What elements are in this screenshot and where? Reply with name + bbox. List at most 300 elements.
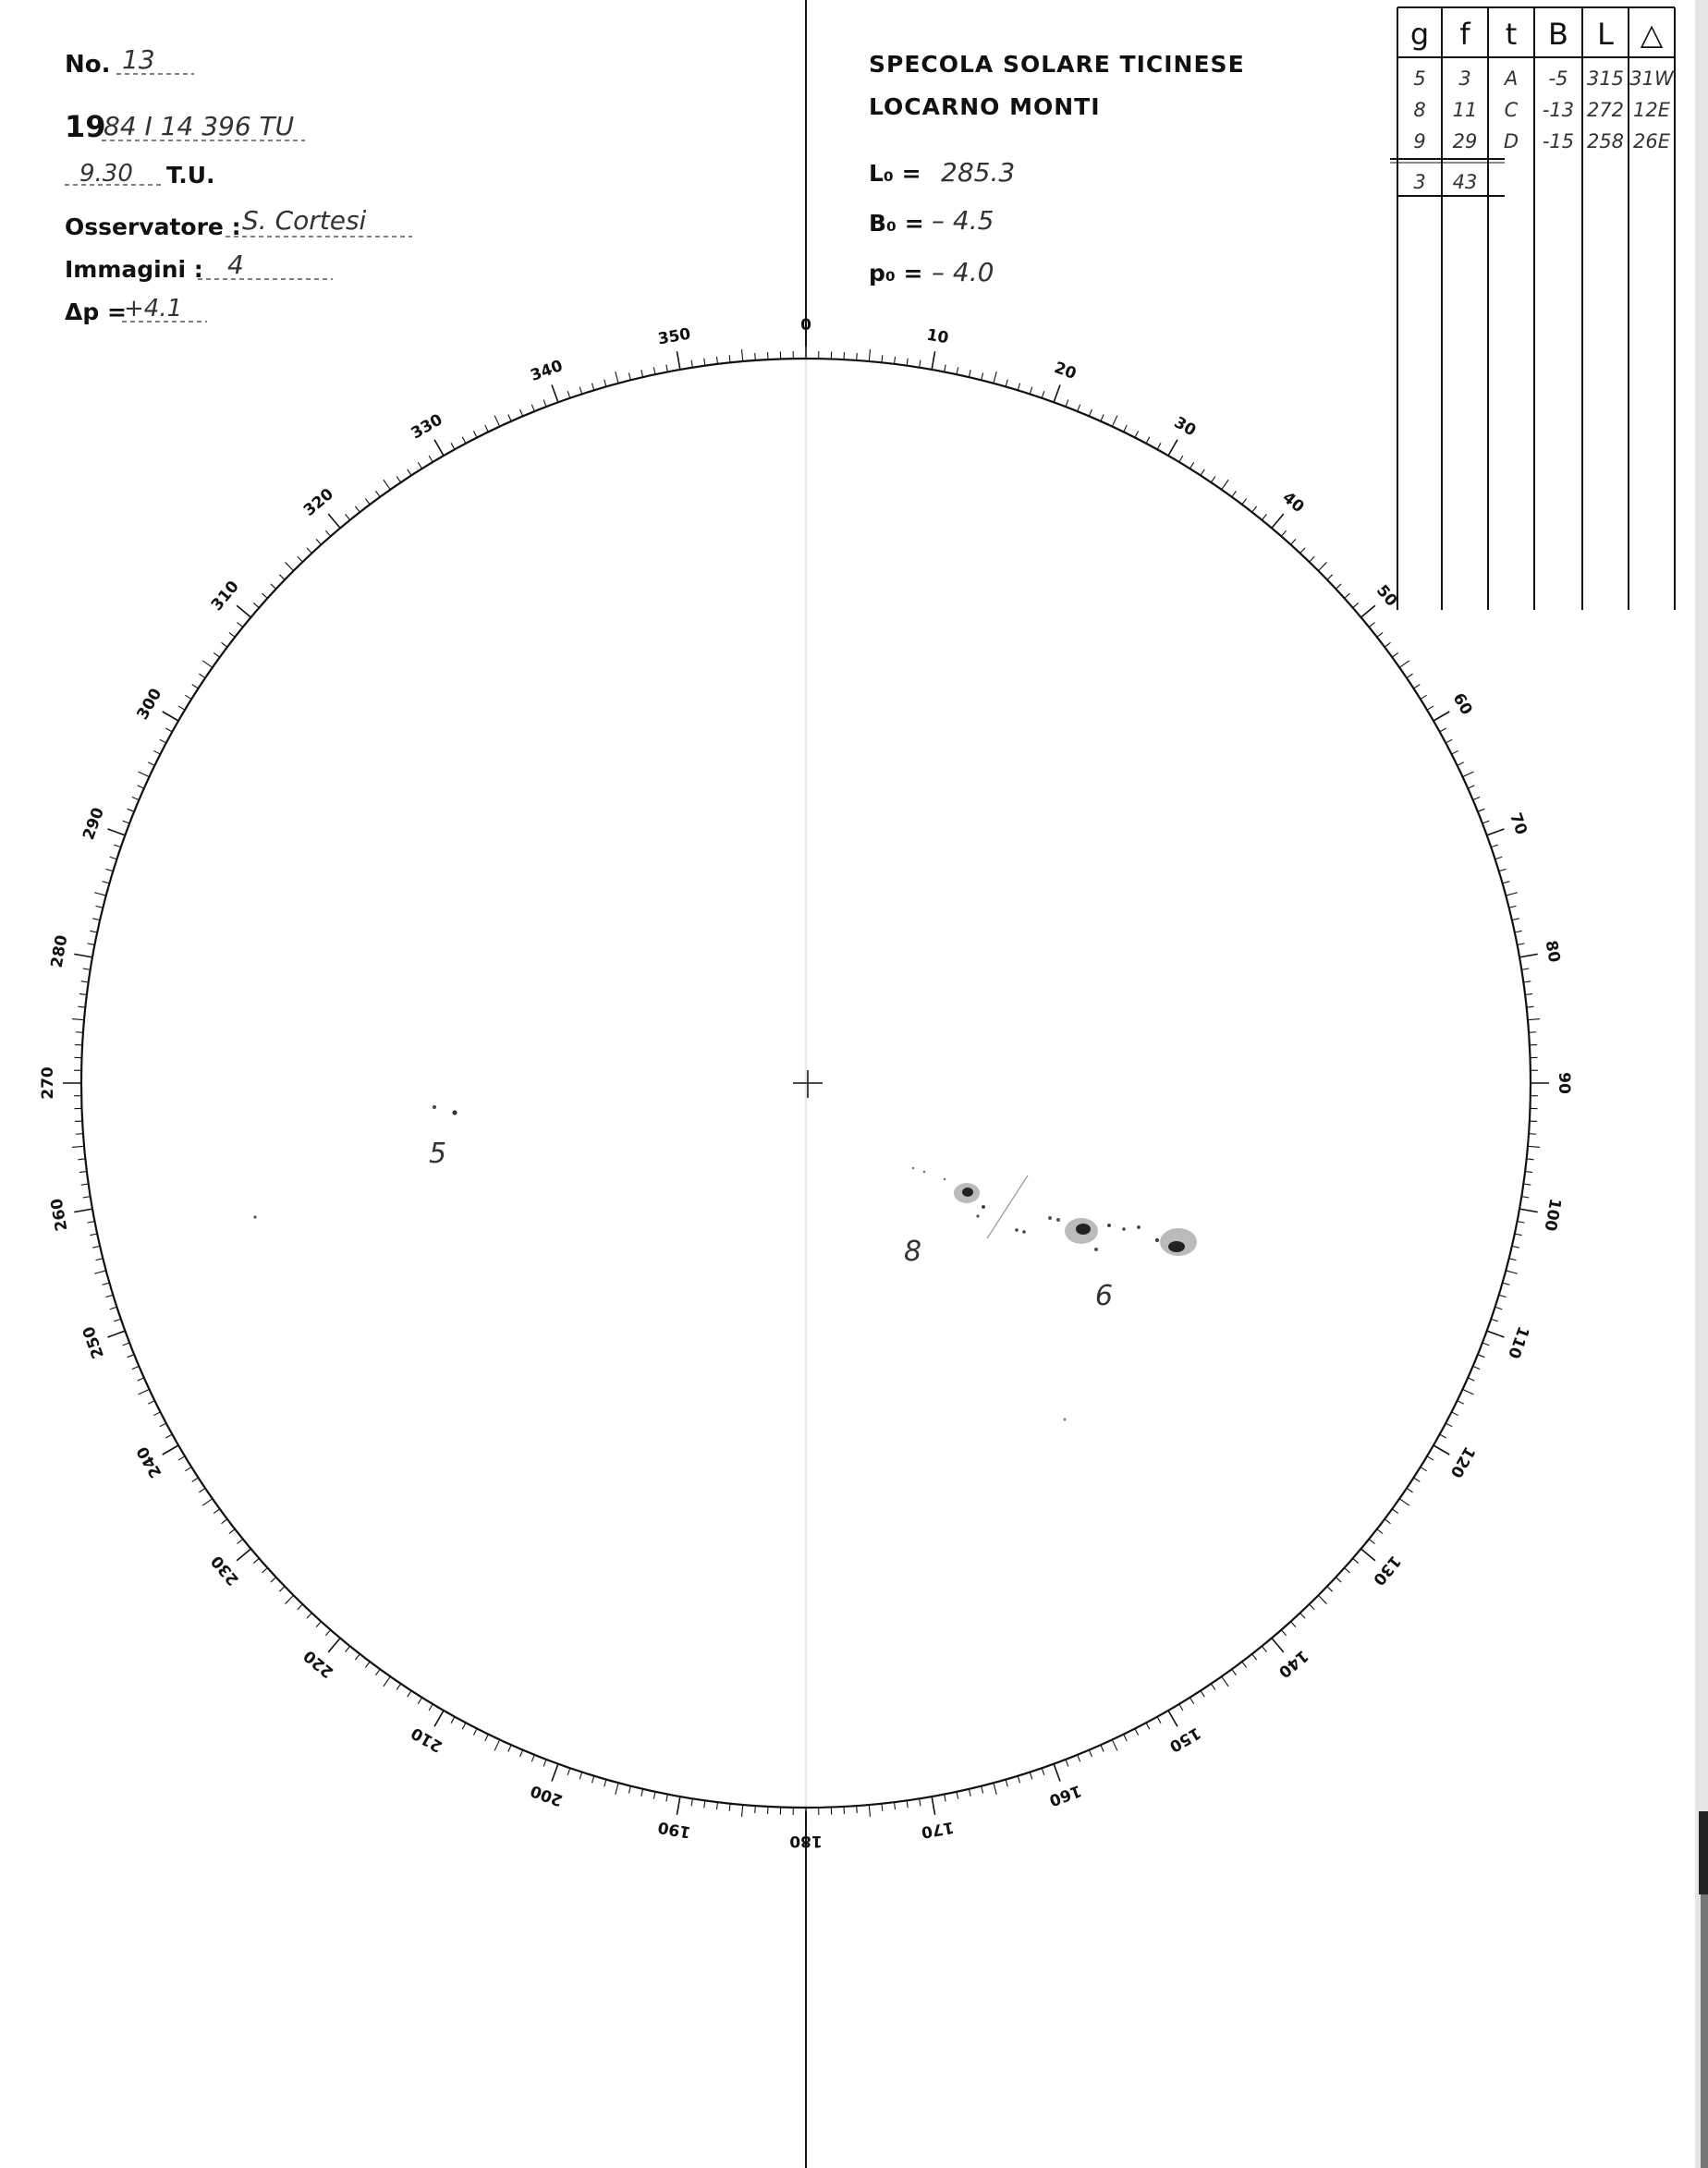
scale-tick — [653, 367, 655, 374]
scale-label-200: 200 — [528, 1781, 566, 1809]
scale-tick — [1157, 443, 1161, 449]
scale-label-0: 0 — [800, 316, 811, 335]
scale-tick — [882, 1804, 883, 1811]
scale-tick — [691, 360, 692, 368]
scale-tick — [128, 1355, 134, 1358]
scale-tick — [1124, 1735, 1128, 1741]
scale-tick — [543, 400, 546, 407]
scale-label-160: 160 — [1046, 1781, 1084, 1809]
scale-tick — [1112, 1740, 1117, 1751]
time-unit: T.U. — [166, 162, 215, 189]
scale-tick — [982, 373, 983, 381]
scale-tick — [1168, 440, 1177, 456]
table-header-2: t — [1505, 17, 1518, 52]
spot-group-9-umbra-a — [1076, 1224, 1091, 1235]
scale-tick — [716, 1802, 717, 1809]
scale-tick — [543, 1760, 546, 1766]
scale-tick — [328, 1638, 340, 1652]
scale-label-230: 230 — [207, 1552, 243, 1589]
scale-tick — [214, 1509, 219, 1514]
images-value: 4 — [227, 250, 244, 280]
scale-tick — [1089, 1750, 1092, 1757]
scale-tick — [94, 1271, 106, 1273]
scale-tick — [552, 384, 558, 402]
scale-tick — [1327, 1587, 1333, 1592]
scale-tick — [103, 1283, 110, 1285]
scale-tick — [552, 1764, 558, 1782]
table-cell: 11 — [1452, 99, 1478, 121]
scale-label-280: 280 — [47, 933, 72, 969]
scale-tick — [229, 1529, 235, 1534]
scale-tick — [1369, 623, 1374, 627]
table-cell: D — [1503, 130, 1519, 152]
scale-tick — [165, 1434, 172, 1438]
spot-group-5-a — [433, 1105, 436, 1109]
scale-tick — [185, 695, 191, 699]
scale-tick — [531, 405, 534, 411]
scale-tick — [279, 575, 285, 580]
scale-tick — [1112, 416, 1117, 427]
group-label-8: 8 — [904, 1236, 922, 1268]
scale-tick — [262, 593, 267, 598]
scale-tick — [72, 1019, 84, 1020]
scale-tick — [79, 1172, 87, 1173]
scale-tick — [103, 882, 110, 883]
spot-group-5-b — [452, 1110, 457, 1114]
table-cell: 12E — [1633, 99, 1670, 121]
scale-tick — [1318, 562, 1326, 570]
scale-tick — [1262, 515, 1266, 520]
scale-tick — [945, 1795, 946, 1802]
table-cell: A — [1504, 67, 1519, 90]
scale-tick — [1232, 1669, 1237, 1675]
scale-label-310: 310 — [207, 577, 243, 615]
scale-tick — [716, 357, 717, 364]
scale-tick — [1414, 685, 1421, 688]
scale-tick — [1515, 1234, 1522, 1236]
scale-tick — [81, 1184, 89, 1185]
scale-tick — [418, 1698, 421, 1704]
table-cell: 315 — [1586, 67, 1625, 90]
scale-tick — [160, 739, 166, 743]
table-cell: 8 — [1413, 99, 1426, 121]
scale-tick — [982, 1786, 983, 1794]
table-header-0: g — [1409, 17, 1430, 52]
scale-label-50: 50 — [1372, 581, 1401, 611]
scale-tick — [1353, 603, 1359, 607]
table-cell: -13 — [1542, 99, 1575, 121]
scale-tick — [123, 821, 129, 823]
scale-tick — [592, 1776, 593, 1784]
scale-tick — [384, 480, 390, 490]
scale-tick — [214, 652, 219, 657]
scale-tick — [307, 1613, 311, 1618]
scale-tick — [110, 857, 117, 859]
scale-tick — [160, 1423, 166, 1427]
scale-label-130: 130 — [1369, 1552, 1405, 1589]
scale-tick — [1135, 1729, 1139, 1736]
scale-tick — [1272, 1638, 1284, 1652]
scale-label-210: 210 — [408, 1723, 446, 1756]
scale-label-170: 170 — [920, 1817, 956, 1842]
table-header-4: L — [1597, 17, 1614, 52]
scale-tick — [945, 365, 946, 372]
scale-tick — [1190, 1698, 1193, 1704]
scale-tick — [907, 359, 908, 366]
scale-tick — [1336, 1577, 1341, 1582]
table-header-5: △ — [1640, 17, 1664, 52]
scale-tick — [132, 798, 139, 800]
scale-tick — [1179, 456, 1183, 462]
scale-tick — [221, 642, 226, 647]
scale-tick — [957, 367, 958, 374]
scale-tick — [375, 491, 380, 496]
scale-tick — [1491, 845, 1498, 847]
scale-tick — [418, 462, 421, 469]
spot-group-9-small-4 — [1056, 1218, 1060, 1222]
scale-tick — [328, 514, 340, 528]
scale-tick — [78, 1006, 85, 1007]
scale-tick — [1529, 1032, 1536, 1033]
spot-stray-2 — [1064, 1419, 1067, 1421]
scale-label-220: 220 — [299, 1646, 337, 1682]
scale-tick — [1518, 1222, 1525, 1224]
scale-tick — [1491, 1319, 1498, 1322]
scale-tick — [325, 1630, 330, 1636]
scale-tick — [74, 954, 92, 956]
scale-tick — [1300, 1613, 1305, 1618]
scale-tick — [92, 919, 100, 920]
scale-label-350: 350 — [656, 324, 692, 349]
scale-tick — [271, 1577, 276, 1582]
scale-tick — [1242, 1662, 1247, 1667]
dp-value: +4.1 — [124, 295, 183, 323]
scale-tick — [1503, 882, 1510, 883]
scale-tick — [592, 384, 593, 391]
scale-tick — [969, 1789, 970, 1797]
scale-tick — [1327, 575, 1333, 580]
scale-tick — [365, 1662, 370, 1667]
scale-tick — [1030, 387, 1031, 395]
scale-tick — [74, 1209, 92, 1212]
scale-tick — [396, 1684, 400, 1690]
scale-tick — [1272, 514, 1284, 528]
scale-tick — [473, 1729, 477, 1736]
scale-tick — [1427, 1456, 1434, 1460]
scale-tick — [1377, 632, 1383, 637]
images-label: Immagini : — [65, 256, 203, 283]
scale-tick — [473, 431, 477, 437]
table-header-1: f — [1459, 17, 1470, 52]
scale-tick — [1336, 584, 1341, 589]
scale-tick — [857, 353, 858, 360]
no-label: No. — [65, 51, 111, 79]
scale-tick — [1222, 1676, 1228, 1687]
scale-tick — [1414, 1478, 1421, 1481]
p0-label: p₀ = — [869, 260, 923, 286]
scale-tick — [96, 906, 104, 907]
scale-tick — [1527, 1159, 1534, 1160]
scale-tick — [1211, 1684, 1214, 1690]
scale-tick — [895, 357, 896, 364]
scale-tick — [1054, 384, 1060, 402]
scale-label-110: 110 — [1504, 1323, 1532, 1361]
scale-tick — [1242, 498, 1247, 504]
scale-tick — [1440, 1434, 1446, 1438]
scale-tick — [96, 1259, 104, 1261]
scale-tick — [434, 440, 444, 456]
scale-tick — [88, 1222, 95, 1224]
date-handwritten: 84 I 14 396 TU — [104, 111, 295, 141]
spot-group-9-umbra-b — [1168, 1241, 1185, 1252]
scale-tick — [237, 1549, 250, 1561]
scale-tick — [920, 1798, 921, 1806]
scale-tick — [567, 1768, 570, 1775]
scale-tick — [1018, 1776, 1019, 1784]
scan-edge-dark — [1699, 1811, 1708, 1894]
scale-tick — [76, 1032, 83, 1033]
scale-tick — [451, 443, 455, 449]
scale-tick — [365, 498, 370, 504]
scale-tick — [434, 1711, 444, 1726]
spot-group-9-small-6 — [1122, 1227, 1126, 1231]
spot-group-9-small-7 — [1137, 1225, 1141, 1229]
scale-tick — [1495, 857, 1503, 859]
scale-tick — [1515, 931, 1522, 932]
scale-tick — [969, 370, 970, 377]
scale-tick — [1310, 1604, 1315, 1610]
scale-tick — [94, 893, 106, 895]
scale-tick — [106, 869, 114, 871]
scale-tick — [92, 1246, 100, 1248]
scale-tick — [148, 762, 154, 766]
scale-tick — [1146, 1723, 1150, 1729]
scale-tick — [1509, 906, 1517, 907]
scale-tick — [279, 1587, 285, 1592]
scale-tick — [1190, 462, 1193, 469]
observatory-location: LOCARNO MONTI — [869, 93, 1101, 120]
scale-tick — [666, 365, 668, 372]
scale-tick — [1392, 1509, 1397, 1514]
scale-tick — [1201, 469, 1204, 476]
scale-tick — [1463, 772, 1474, 777]
scale-tick — [1523, 981, 1531, 982]
scale-tick — [298, 1604, 303, 1610]
table-cell: 3 — [1458, 67, 1471, 90]
scale-tick — [1446, 1423, 1452, 1427]
scale-tick — [355, 506, 360, 512]
scale-tick — [107, 829, 125, 835]
scale-tick — [285, 1595, 293, 1603]
scale-tick — [1361, 1549, 1375, 1561]
scale-tick — [628, 373, 630, 381]
scale-tick — [429, 1704, 433, 1711]
scale-tick — [1434, 1445, 1449, 1455]
scale-label-340: 340 — [528, 357, 566, 385]
scale-tick — [1318, 1595, 1326, 1603]
scale-tick — [1006, 1780, 1007, 1787]
scale-tick — [1499, 1295, 1507, 1297]
scale-tick — [1006, 380, 1007, 387]
scale-tick — [88, 944, 95, 945]
scale-tick — [1463, 1389, 1474, 1395]
scale-tick — [408, 1691, 411, 1698]
scale-tick — [494, 416, 500, 427]
scale-label-30: 30 — [1170, 413, 1200, 441]
scale-label-270: 270 — [39, 1066, 57, 1100]
scale-tick — [704, 359, 705, 366]
scale-tick — [666, 1795, 668, 1802]
year-printed: 19 — [65, 109, 106, 144]
scale-tick — [580, 1772, 581, 1780]
scale-tick — [1385, 1519, 1390, 1524]
spot-group-9-small-3 — [1048, 1216, 1052, 1220]
scale-tick — [1101, 1745, 1104, 1751]
scale-tick — [1509, 1259, 1517, 1261]
spot-stray-4 — [923, 1171, 926, 1174]
group-label-5: 5 — [429, 1138, 447, 1170]
observer-value: S. Cortesi — [242, 205, 367, 236]
scale-tick — [485, 1735, 489, 1741]
scale-tick — [307, 548, 311, 554]
scale-tick — [462, 1723, 466, 1729]
scale-tick — [729, 1804, 730, 1811]
scale-label-180: 180 — [789, 1832, 823, 1850]
table-cell: 26E — [1633, 130, 1670, 152]
table-cell: -5 — [1548, 67, 1568, 90]
scale-tick — [1440, 728, 1446, 732]
scale-tick — [1407, 674, 1413, 677]
scale-tick — [628, 1786, 630, 1794]
scale-tick — [1521, 1197, 1529, 1198]
scale-tick — [1345, 1568, 1350, 1573]
scale-tick — [346, 1646, 350, 1651]
scale-label-290: 290 — [79, 805, 108, 843]
scale-label-140: 140 — [1275, 1646, 1312, 1682]
scale-tick — [185, 1467, 191, 1470]
observatory-header — [869, 51, 1245, 120]
scale-tick — [163, 1445, 178, 1455]
scale-tick — [429, 456, 433, 462]
scale-tick — [1399, 1499, 1409, 1505]
scale-tick — [895, 1802, 896, 1809]
scale-tick — [238, 623, 243, 627]
scale-label-250: 250 — [79, 1323, 108, 1361]
scale-tick — [1146, 437, 1150, 444]
group-separator-line — [987, 1175, 1028, 1238]
scale-tick — [907, 1800, 908, 1808]
scale-tick — [132, 1366, 139, 1369]
scale-tick — [1054, 1764, 1060, 1782]
spot-group-8-follower-2 — [976, 1214, 979, 1217]
scale-tick — [932, 1797, 934, 1815]
scale-tick — [238, 1539, 243, 1543]
scale-tick — [1078, 405, 1080, 411]
scale-tick — [163, 712, 178, 721]
scale-tick — [229, 632, 235, 637]
scale-tick — [869, 349, 870, 361]
scale-tick — [253, 1558, 259, 1563]
scale-tick — [202, 1499, 213, 1505]
scale-tick — [1506, 1271, 1518, 1273]
scale-tick — [346, 515, 350, 520]
scale-tick — [1168, 1711, 1177, 1726]
scale-tick — [1211, 476, 1214, 482]
scale-tick — [677, 351, 679, 370]
scale-label-100: 100 — [1540, 1197, 1565, 1233]
scale-tick — [202, 661, 213, 667]
table-total-1: 43 — [1452, 171, 1478, 193]
scale-tick — [994, 371, 996, 384]
scale-label-300: 300 — [133, 685, 166, 724]
scale-tick — [271, 584, 276, 589]
scale-label-60: 60 — [1448, 689, 1476, 719]
scale-tick — [1458, 762, 1464, 766]
scale-tick — [1157, 1717, 1161, 1723]
scale-tick — [153, 750, 160, 754]
scale-tick — [1473, 1366, 1480, 1369]
spot-group-9-small-2 — [1022, 1230, 1026, 1234]
scale-tick — [137, 786, 143, 788]
scale-tick — [531, 1755, 534, 1761]
scale-tick — [1523, 1184, 1531, 1185]
table-cell: 5 — [1413, 67, 1426, 90]
scale-tick — [114, 1319, 121, 1322]
scale-tick — [192, 1478, 199, 1481]
scale-tick — [1468, 786, 1474, 788]
scale-tick — [604, 1780, 606, 1787]
scale-tick — [81, 981, 89, 982]
scale-tick — [742, 1805, 743, 1817]
scale-tick — [729, 355, 730, 362]
scale-tick — [1487, 1331, 1505, 1337]
scale-label-260: 260 — [47, 1197, 72, 1233]
scale-tick — [485, 425, 489, 432]
scale-tick — [1042, 391, 1044, 398]
scale-tick — [1042, 1768, 1044, 1775]
scale-tick — [408, 469, 411, 476]
dp-label: Δp = — [65, 298, 127, 325]
scale-tick — [1291, 539, 1296, 544]
scale-tick — [1478, 809, 1484, 811]
scale-tick — [106, 1295, 114, 1297]
scale-tick — [384, 1676, 390, 1687]
sunspot-drawings — [253, 1105, 1197, 1421]
scale-tick — [1078, 1755, 1080, 1761]
scale-tick — [1407, 1488, 1413, 1492]
scale-label-120: 120 — [1446, 1443, 1479, 1481]
scale-tick — [1528, 1146, 1540, 1147]
scale-tick — [520, 1750, 523, 1757]
scale-tick — [857, 1806, 858, 1813]
scale-tick — [1499, 869, 1507, 871]
scale-tick — [123, 1343, 129, 1346]
spot-stray-1 — [253, 1215, 256, 1218]
scale-tick — [1101, 414, 1104, 420]
spot-group-8-umbra — [962, 1188, 973, 1197]
scale-tick — [604, 380, 606, 387]
l0-value: 285.3 — [941, 157, 1016, 188]
scale-tick — [1525, 993, 1532, 994]
ephemeris-params — [869, 157, 1015, 287]
b0-value: – 4.5 — [932, 205, 994, 236]
scale-tick — [1179, 1704, 1183, 1711]
scale-tick — [396, 476, 400, 482]
scale-tick — [165, 728, 172, 732]
scale-tick — [1018, 384, 1019, 391]
table-cell: 29 — [1452, 130, 1478, 152]
scale-tick — [1089, 409, 1092, 416]
